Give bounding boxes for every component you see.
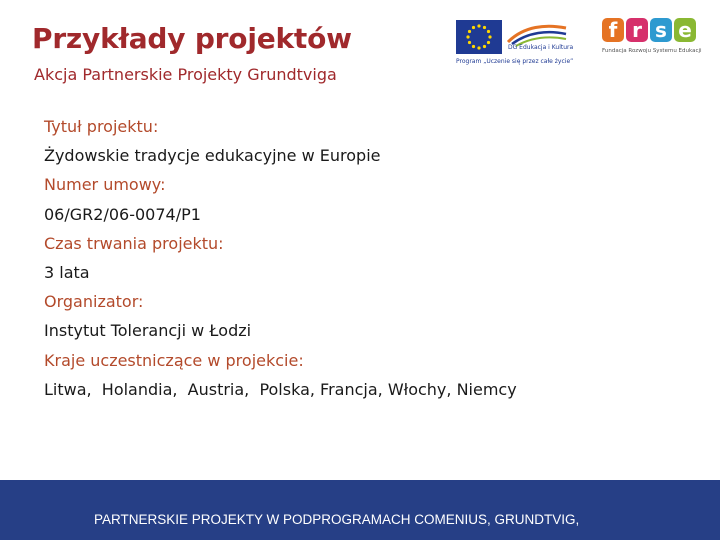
project-title-value: Żydowskie tradycje edukacyjne w Europie xyxy=(44,146,381,166)
footer-text: PARTNERSKIE PROJEKTY W PODPROGRAMACH COMENIUS, GRUNDTVIG, xyxy=(94,512,580,527)
frse-letter-r: r xyxy=(626,18,648,42)
eu-flag-icon xyxy=(456,20,502,54)
contract-number-value: 06/GR2/06-0074/P1 xyxy=(44,204,201,224)
slide-subtitle: Akcja Partnerskie Projekty Grundtviga xyxy=(34,65,337,84)
duration-label: Czas trwania projektu: xyxy=(44,233,224,253)
duration-value: 3 lata xyxy=(44,263,90,283)
contract-number-label: Numer umowy: xyxy=(44,175,166,195)
frse-letter-f: f xyxy=(602,18,624,42)
frse-logo xyxy=(602,18,702,68)
countries-value: Litwa, Holandia, Austria, Polska, Francja, Włochy, Niemcy xyxy=(44,379,517,399)
slide-title: Przykłady projektów xyxy=(32,22,352,55)
countries-label: Kraje uczestniczące w projekcie: xyxy=(44,350,304,370)
eu-programme-logo xyxy=(456,20,574,70)
frse-letter-s: s xyxy=(650,18,672,42)
organizer-label: Organizator: xyxy=(44,292,144,312)
eu-logo-caption-dg: DG Edukacja i Kultura xyxy=(508,44,574,51)
frse-caption: Fundacja Rozwoju Systemu Edukacji xyxy=(602,48,702,54)
organizer-value: Instytut Tolerancji w Łodzi xyxy=(44,321,252,341)
eu-logo-caption-programme: Program „Uczenie się przez całe życie” xyxy=(456,58,574,65)
project-details xyxy=(44,112,704,404)
frse-letter-e: e xyxy=(674,18,696,42)
footer-bar xyxy=(0,480,720,540)
project-title-label: Tytuł projektu: xyxy=(44,117,159,136)
